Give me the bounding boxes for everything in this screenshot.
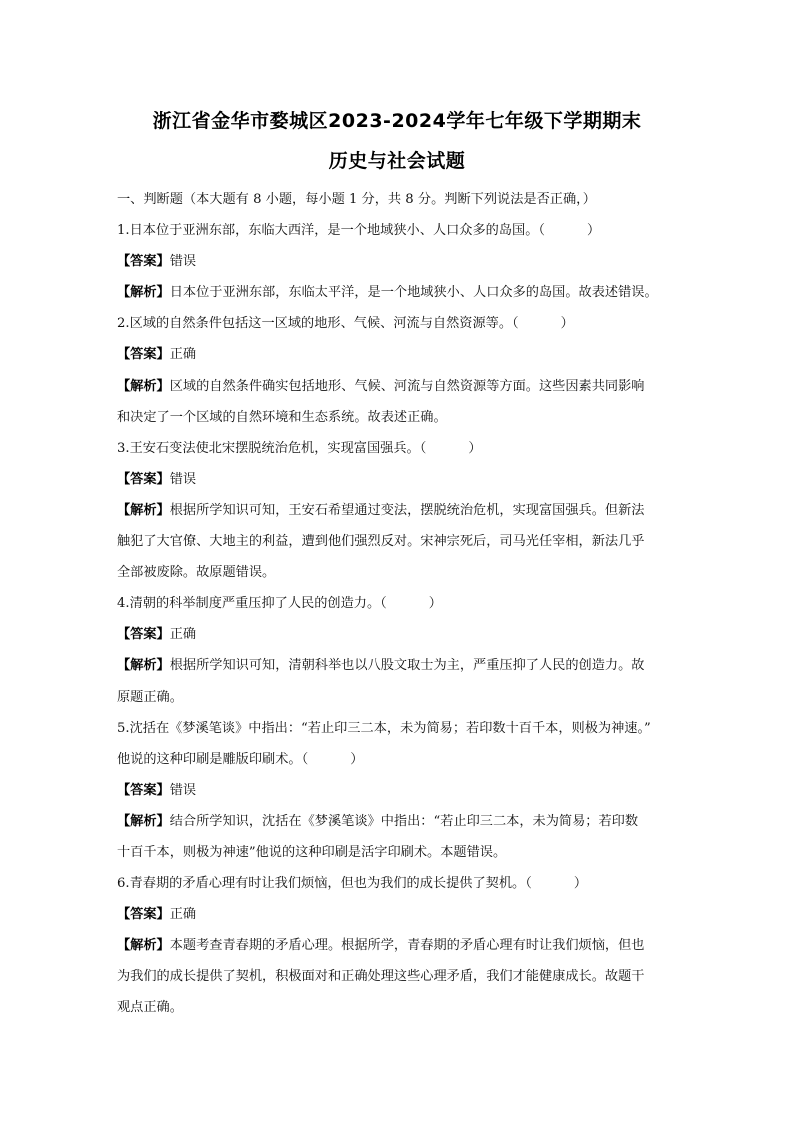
question-2-stem: 2.区域的自然条件包括这一区域的地形、气候、河流与自然资源等。（ ） [117, 316, 574, 332]
answer-tag: 【答案】 [117, 782, 170, 798]
question-1-stem: 1.日本位于亚洲东部，东临大西洋，是一个地域狭小、人口众多的岛国。（ ） [117, 223, 601, 239]
analysis-tag: 【解析】 [117, 285, 170, 301]
question-6-analysis: 【解析】本题考查青春期的矛盾心理。根据所学，青春期的矛盾心理有时让我们烦恼，但也 [117, 938, 645, 954]
question-4-analysis: 【解析】根据所学知识可知，清朝科举也以八股文取士为主，严重压抑了人民的创造力。故 [117, 658, 645, 674]
question-4-analysis-cont: 原题正确。 [117, 689, 183, 705]
question-3-analysis-cont: 全部被废除。故原题错误。 [117, 565, 276, 581]
question-6-analysis-cont: 为我们的成长提供了契机，积极面对和正确处理这些心理矛盾，我们才能健康成长。故题干 [117, 969, 645, 985]
answer-tag: 【答案】 [117, 347, 170, 363]
analysis-tag: 【解析】 [117, 502, 170, 518]
analysis-tag: 【解析】 [117, 658, 170, 674]
question-5-analysis: 【解析】结合所学知识，沈括在《梦溪笔谈》中指出：“若止印三二本，未为简易；若印数 [117, 813, 639, 829]
question-2-analysis: 【解析】区域的自然条件确实包括地形、气候、河流与自然资源等方面。这些因素共同影响 [117, 378, 645, 394]
question-3-stem: 3.王安石变法使北宋摆脱统治危机，实现富国强兵。（ ） [117, 440, 482, 456]
question-4-answer: 【答案】正确 [117, 627, 197, 643]
question-4-stem: 4.清朝的科举制度严重压抑了人民的创造力。（ ） [117, 596, 442, 612]
question-1-answer: 【答案】错误 [117, 254, 197, 270]
question-5-analysis-cont: 十百千本，则极为神速”他说的这种印刷是活字印刷术。本题错误。 [117, 844, 507, 860]
document-subtitle: 历史与社会试题 [328, 150, 466, 172]
question-6-analysis-cont: 观点正确。 [117, 1000, 183, 1016]
analysis-tag: 【解析】 [117, 813, 170, 829]
answer-tag: 【答案】 [117, 907, 170, 923]
analysis-tag: 【解析】 [117, 938, 170, 954]
document-body [117, 184, 683, 1024]
question-2-answer: 【答案】正确 [117, 347, 197, 363]
document-title: 浙江省金华市婺城区2023-2024学年七年级下学期期末 [152, 110, 642, 132]
question-6-stem: 6.青春期的矛盾心理有时让我们烦恼，但也为我们的成长提供了契机。（ ） [117, 876, 587, 892]
question-6-answer: 【答案】正确 [117, 907, 197, 923]
answer-tag: 【答案】 [117, 627, 170, 643]
question-2-analysis-cont: 和决定了一个区域的自然环境和生态系统。故表述正确。 [117, 409, 447, 425]
answer-tag: 【答案】 [117, 471, 170, 487]
question-3-answer: 【答案】错误 [117, 471, 197, 487]
question-5-stem-cont: 他说的这种印刷是雕版印刷术。（ ） [117, 751, 364, 767]
question-5-answer: 【答案】错误 [117, 782, 197, 798]
section-heading: 一、判断题（本大题有 8 小题，每小题 1 分，共 8 分。判断下列说法是否正确，） [117, 192, 596, 207]
answer-tag: 【答案】 [117, 254, 170, 270]
question-5-stem: 5.沈括在《梦溪笔谈》中指出：“若止印三二本，未为简易；若印数十百千本，则极为神速。” [117, 720, 651, 736]
question-1-analysis: 【解析】日本位于亚洲东部，东临太平洋，是一个地域狭小、人口众多的岛国。故表述错误。 [117, 285, 658, 301]
question-3-analysis: 【解析】根据所学知识可知，王安石希望通过变法，摆脱统治危机，实现富国强兵。但新法 [117, 502, 645, 518]
analysis-tag: 【解析】 [117, 378, 170, 394]
question-3-analysis-cont: 触犯了大官僚、大地主的利益，遭到他们强烈反对。宋神宗死后，司马光任宰相，新法几乎 [117, 534, 645, 550]
